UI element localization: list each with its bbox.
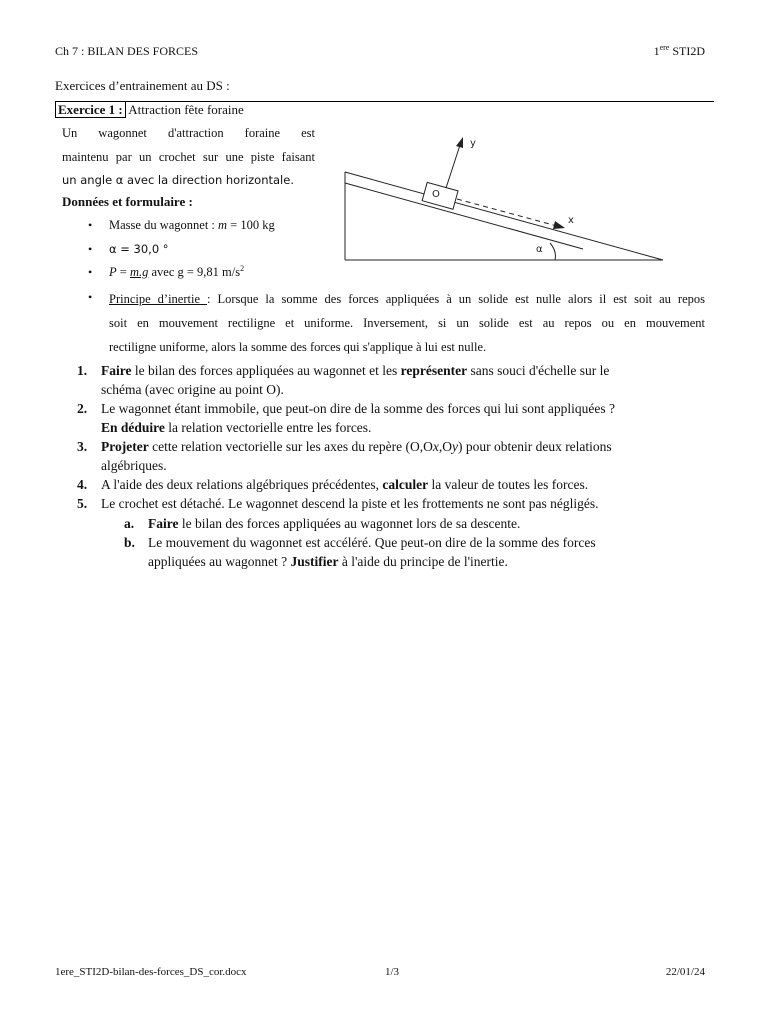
q2-text-2: la relation vectorielle entre les forces.	[164, 420, 372, 435]
q2-text-1: Le wagonnet étant immobile, que peut-on dire de la somme des forces qui lui sont appliquées ?	[101, 401, 615, 416]
q3-axis-x: x	[432, 439, 439, 454]
q3-text-1: cette relation vectorielle sur les axes du repère (O,O	[148, 439, 433, 454]
question-5a	[124, 514, 714, 533]
q1-text-2: sans souci d'échelle sur le	[467, 363, 610, 378]
bullet-weight	[88, 265, 244, 280]
y-axis-line	[446, 142, 461, 188]
question-5	[77, 494, 717, 513]
y-axis-arrowhead	[456, 137, 463, 148]
x-axis-label: x	[568, 215, 574, 226]
question-number: 2.	[77, 401, 88, 416]
q3-verb: Projeter	[101, 439, 149, 454]
x-axis-arrowhead	[553, 221, 565, 229]
wagon-block	[422, 182, 458, 209]
alpha-value: α = 30,0 °	[109, 242, 169, 256]
section-title: Exercices d’entrainement au DS :	[55, 78, 230, 93]
mass-variable: m	[218, 218, 228, 232]
footer-date: 22/01/24	[665, 966, 705, 978]
angle-label: α	[536, 244, 543, 255]
q5a-verb: Faire	[148, 516, 179, 531]
q5b-text-2: appliquées au wagonnet ?	[148, 554, 291, 569]
plane-slope	[345, 172, 663, 260]
class-label	[654, 44, 705, 59]
q5a-text: le bilan des forces appliquées au wagonnet lors de sa descente.	[178, 516, 521, 531]
weight-equals: =	[116, 265, 130, 279]
principle-label: Principe d’inertie	[109, 292, 207, 306]
q1-verb-1: Faire	[101, 363, 132, 378]
question-number: 1.	[77, 363, 88, 378]
q1-text-1: le bilan des forces appliquées au wagonnet et les	[131, 363, 401, 378]
data-heading: Données et formulaire :	[62, 194, 193, 209]
weight-exponent: 2	[240, 263, 245, 273]
q5b-text-1: Le mouvement du wagonnet est accéléré. Que peut-on dire de la somme des forces	[148, 535, 596, 550]
q3-axis-y: y	[451, 439, 458, 454]
principle-text-1: Lorsque la somme des forces appliquées à un solide est nulle alors il est soit au repos	[210, 292, 706, 306]
inclined-plane-diagram	[335, 130, 675, 270]
principle-line-2: soit en mouvement rectiligne et uniforme. Inversement, si un solide est au repos ou en mouvement	[109, 316, 705, 330]
q4-text-2: la valeur de toutes les forces.	[428, 477, 589, 492]
question-number: 5.	[77, 496, 88, 511]
intro-line-2: maintenu par un crochet sur une piste faisant	[62, 149, 315, 164]
q4-verb: calculer	[382, 477, 429, 492]
weight-variable: P	[109, 265, 117, 279]
x-axis-line	[457, 199, 557, 226]
chapter-title: Ch 7 : BILAN DES FORCES	[55, 44, 199, 58]
question-4	[77, 475, 717, 494]
exercise-title: Attraction fête foraine	[125, 102, 244, 117]
question-number: 3.	[77, 439, 88, 454]
question-3	[77, 437, 717, 475]
bullet-dot: •	[88, 290, 93, 304]
bullet-mass	[88, 218, 275, 233]
q1-text-3: schéma (avec origine au point O).	[101, 382, 284, 397]
q5b-verb: Justifier	[290, 554, 339, 569]
footer-filename: 1ere_STI2D-bilan-des-forces_DS_cor.docx	[55, 966, 247, 978]
y-axis-label: y	[470, 138, 476, 149]
q5-text-1: Le crochet est détaché. Le wagonnet descend la piste et les frottements ne sont pas négligés.	[101, 496, 599, 511]
class-number: 1	[653, 44, 660, 58]
principle-paragraph	[109, 287, 705, 359]
intro-line-1: Un wagonnet d'attraction foraine est	[62, 126, 315, 140]
mass-value: = 100 kg	[227, 218, 275, 232]
footer-page-number: 1/3	[385, 966, 400, 978]
q5b-text-3: à l'aide du principe de l'inertie.	[338, 554, 508, 569]
q2-verb: En déduire	[101, 420, 165, 435]
origin-label: O	[432, 189, 440, 200]
question-letter: a.	[124, 516, 135, 531]
weight-formula: m.g	[129, 265, 149, 279]
mass-label: Masse du wagonnet :	[109, 218, 219, 232]
question-number: 4.	[77, 477, 88, 492]
question-1	[77, 361, 717, 399]
question-letter: b.	[124, 535, 135, 550]
angle-arc	[550, 243, 555, 260]
q3-text-4: algébriques.	[101, 458, 167, 473]
class-superscript: ere	[659, 43, 670, 52]
principle-colon: :	[207, 292, 211, 306]
principle-line-1	[109, 287, 705, 311]
intro-line-3: un angle α avec la direction horizontale.	[62, 173, 294, 187]
q3-text-3: ) pour obtenir deux relations	[457, 439, 612, 454]
question-5b	[124, 533, 714, 571]
bullet-dot: •	[88, 242, 93, 256]
intro-paragraph	[62, 122, 315, 193]
weight-g-value: avec g = 9,81 m/s	[148, 265, 241, 279]
exercise-heading	[55, 101, 244, 118]
q4-text-1: A l'aide des deux relations algébriques précédentes,	[101, 477, 383, 492]
bullet-dot: •	[88, 218, 93, 232]
q1-verb-2: représenter	[400, 363, 468, 378]
bullet-dot: •	[88, 265, 93, 279]
bullet-alpha	[88, 242, 169, 257]
class-name: STI2D	[669, 44, 705, 58]
question-2	[77, 399, 717, 437]
q3-text-2: ,O	[438, 439, 452, 454]
exercise-label: Exercice 1 :	[55, 101, 126, 118]
principle-line-3: rectiligne uniforme, alors la somme des forces qui s'applique à lui est nulle.	[109, 340, 487, 354]
plane-inner-slope	[345, 183, 583, 249]
